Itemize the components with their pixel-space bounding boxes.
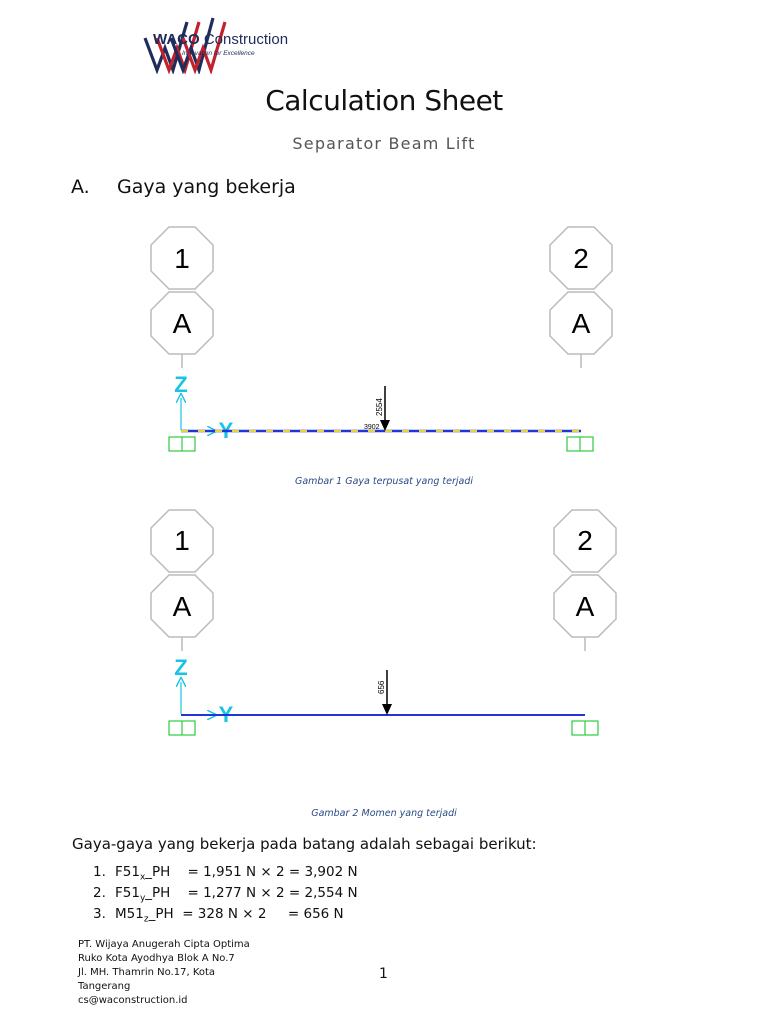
- grid-bubble-1: [151, 227, 213, 289]
- list-item: 3. $M51_z\_PH = 328$ N × 2 = 656 N: [93, 906, 344, 925]
- grid-bubble-2: [554, 510, 616, 572]
- list-item: 2. $F51_y\_PH$ = 1,277 N × 2 = 2,554 N: [93, 885, 358, 904]
- moment-load-value: 656: [377, 680, 386, 694]
- section-number: A.: [71, 176, 90, 198]
- grid-bubble-a-left: [151, 575, 213, 637]
- y-axis-label: Y: [218, 418, 234, 443]
- point-load-small-value: 3902: [364, 424, 380, 431]
- grid-label-2: 2: [577, 525, 593, 556]
- list-item: 1. $F51_x\_PH$ = 1,951 N × 2 = 3,902 N: [93, 864, 358, 883]
- page-number: 1: [379, 966, 388, 982]
- footer-line: PT. Wijaya Anugerah Cipta Optima: [78, 939, 250, 950]
- company-tagline: Innovation for Excellence: [182, 50, 255, 57]
- grid-label-1: 1: [174, 243, 190, 274]
- grid-label-a-right: A: [575, 591, 595, 622]
- grid-bubble-a-left: [151, 292, 213, 354]
- grid-label-a-right: A: [571, 308, 591, 339]
- section-title: Gaya yang bekerja: [117, 176, 296, 198]
- grid-bubble-2: [550, 227, 612, 289]
- z-axis-label: Z: [174, 655, 188, 680]
- page-subtitle: Separator Beam Lift: [292, 134, 476, 153]
- z-axis-label: Z: [174, 372, 188, 397]
- grid-label-2: 2: [573, 243, 589, 274]
- footer-line: Jl. MH. Thamrin No.17, Kota: [78, 967, 216, 978]
- forces-list: [93, 862, 358, 925]
- point-load-value: 2554: [375, 398, 384, 416]
- grid-label-a-left: A: [172, 308, 192, 339]
- company-name: WACO Construction: [153, 31, 289, 48]
- grid-label-a-left: A: [172, 591, 192, 622]
- figure-2-moment-diagram: [0, 505, 768, 745]
- footer-address: [78, 938, 250, 1008]
- grid-label-1: 1: [174, 525, 190, 556]
- y-axis-label: Y: [218, 702, 234, 727]
- page-title: Calculation Sheet: [265, 84, 503, 117]
- figure-1-force-diagram: [0, 220, 768, 470]
- figure-1-caption: Gambar 1 Gaya terpusat yang terjadi: [294, 476, 474, 487]
- grid-bubble-a-right: [554, 575, 616, 637]
- grid-bubble-1: [151, 510, 213, 572]
- forces-intro-text: Gaya-gaya yang bekerja pada batang adalah sebagai berikut:: [72, 835, 537, 853]
- grid-bubble-a-right: [550, 292, 612, 354]
- footer-line: Ruko Kota Ayodhya Blok A No.7: [78, 953, 235, 964]
- footer-email: cs@waconstruction.id: [78, 995, 188, 1006]
- footer-line: Tangerang: [78, 981, 131, 992]
- figure-2-caption: Gambar 2 Momen yang terjadi: [311, 808, 457, 819]
